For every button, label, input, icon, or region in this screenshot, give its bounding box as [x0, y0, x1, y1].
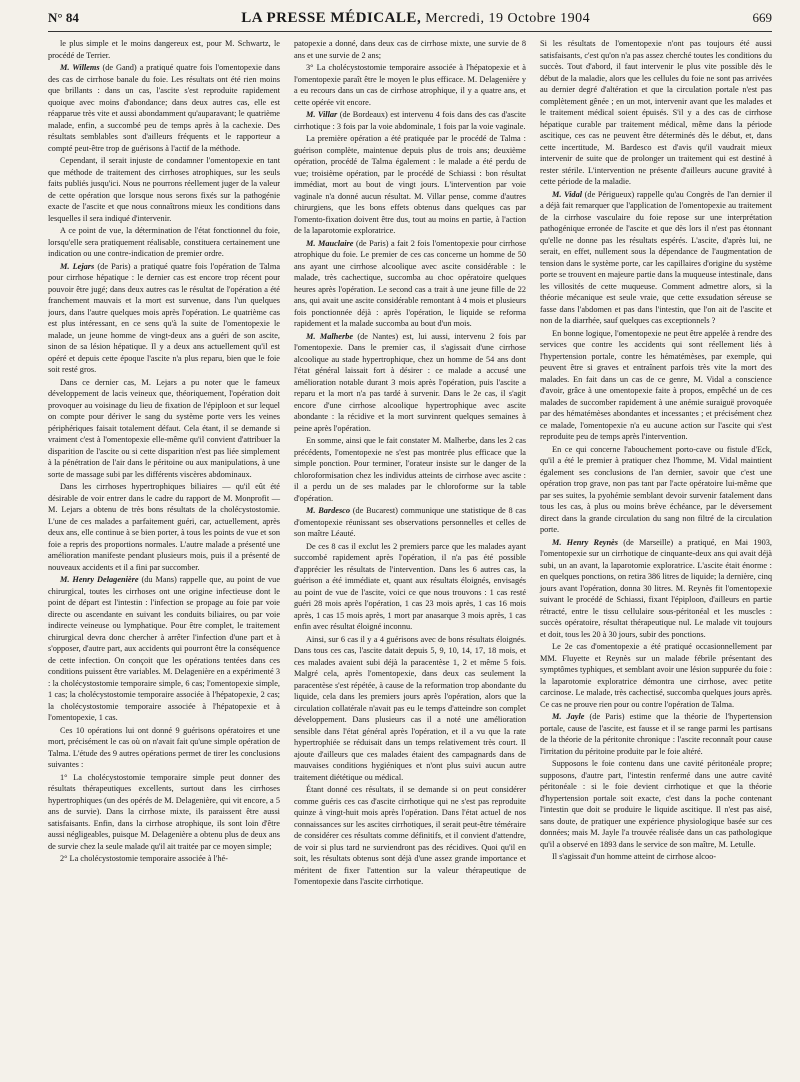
paragraph — [294, 38, 526, 61]
paragraph — [540, 38, 772, 188]
paragraph — [294, 435, 526, 504]
paragraph-text: A ce point de vue, la détermination de l'état fonctionnel du foie, lorsqu'elle sera pratiquement réalisable, constituera certainement une indication ou une contre-indication de premier ordre. — [48, 226, 280, 258]
journal-title-line — [241, 10, 590, 27]
paragraph-text: 1° La cholécystostomie temporaire simple peut donner des résultats thérapeutiques excellents, surtout dans les cirrhoses hypertrophiques (un des opérés de M. Delagenière, qui vit encore, a 5 ans de survie). Dans la cirrhose mixte, ils paraissent être aussi satisfaisants. Enfin, dans la cirrhose atrophique, ils sont loin d'être aussi négligeables, puisque M. Delagenière a obtenu plus de deux ans de survie chez la seule malade qu'il ait traitée par ce moyen simple; — [48, 772, 280, 851]
paragraph-text: (de Bucarest) communique une statistique de 8 cas d'omentopexie réunissant ses observations personnelles et celles de son maître Léauté. — [294, 506, 527, 538]
paragraph-text: (de Périgueux) rappelle qu'au Congrès de l'an dernier il a déjà fait remarquer que l'application de l'omentopexie au traitement de la cirrhose vasculaire du foie repose sur une interprétation pathogénique erronée de l'ascite et que dès lors il n'est pas étonnant qu'elle ne donne pas les résultats espérés. L'ascite, d'après lui, ne serait, en effet, nullement sous la dépendance de l'augmentation de tension dans le système porte, car les capillaires d'origine du système porte se trouvent en majeure partie dans la muqueuse intestinale, dans les villosités de cette muqueuse. Comment admettre alors, si la théorie mécanique est seule vraie, que cette exsudation séreuse se fasse dans l'abdomen et pas dans l'intestin, que l'on ait de l'ascite et non de la diarrhée, sauf quelques cas exceptionnels ? — [540, 189, 772, 325]
paragraph — [540, 328, 772, 443]
paragraph-text: (du Mans) rappelle que, au point de vue chirurgical, toutes les cirrhoses ont une origine infectieuse dont le point de départ est l'intestin : l'infection se propage au foie par voie directe ou ascendante en suivant les conduits biliaires, ou par voie indirecte veineuse ou lymphatique. Pour être complet, le traitement chirurgical devra donc chercher à arrêter l'infection d'une part et à s'opposer, d'autre part, aux accidents qui pourront être la conséquence de cette infection. On conçoit que les opérations tentées dans ces conditions puissent être variables. M. Delagenière en a expérimenté 3 : la cholécystostomie temporaire simple, 6 cas; l'omentopexie simple, 1 cas; la cholécystostomie temporaire associée à l'hépatopexie, 2 cas; la cholécystostomie temporaire associée à l'hépatopexie et à l'omentopexie, 1 cas. — [48, 575, 281, 722]
paragraph-text: Cependant, il serait injuste de condamner l'omentopexie en tant que méthode de traitement des cirrhoses atrophiques, sur les seuls faits publiés jusqu'ici. Nous ne pourrons réellement juger de la valeur de cette opération que lorsque nous serons fixés sur la pathogénie exacte de l'ascite et que nous connaîtrons mieux les conditions dans lesquelles il sera indiqué d'intervenir. — [48, 156, 280, 223]
paragraph-text: Supposons le foie contenu dans une cavité péritonéale propre; supposons, d'autre part, l'intestin renfermé dans une autre cavité péritonéale : si le foie devient cirrhotique et que la théorie d'hypertension portale soit exacte, c'est dans la poche contenant l'intestin que doit se produire le liquide ascitique. Il n'est pas aisé, sans doute, de pratiquer une expérience physiologique basée sur ces données; mais M. Jayle l'a trouvée réalisée dans un cas pathologique qu'il a observé en 1893 dans le service de son maître, M. Letulle. — [540, 759, 772, 849]
paragraph-text: En bonne logique, l'omentopexie ne peut être appelée à rendre des services que contre les accidents qui sont réellement liés à l'hypertension portale, contre les hématémèses, par exemple, qui peuvent être si graves et entraînent parfois très vite la mort des malades. En fait dans un cas de ce genre, M. Vidal a conscience d'avoir, grâce à une omentopexie faite à propos, empêché un de ces malades de succomber rapidement à une anémie suraiguë provoquée par des hématémèses abondantes et incessantes ; et précisément chez ce malade, l'omentopexie n'a eu aucune action sur l'ascite qui s'est reproduite peu de temps après l'intervention. — [540, 328, 772, 441]
paragraph-text: En ce qui concerne l'abouchement porto-cave ou fistule d'Eck, qu'il a été le premier à pratiquer chez l'homme, M. Vidal maintient également ses conclusions de l'an dernier, savoir que c'est une opération trop grave, non pas tant par l'acte opératoire lui-même que par ses suites, la pyohémie semblant devoir survenir fatalement dans tous les cas, à plus ou moins brève échéance, par le déversement direct dans la grande circulation du sang non filtré de la circulation porte. — [540, 444, 772, 534]
paragraph — [294, 331, 526, 435]
speaker-name: M. Malherbe — [306, 331, 354, 341]
paragraph-text: le plus simple et le moins dangereux est, pour M. Schwartz, le procédé de Terrier. — [48, 39, 280, 60]
paragraph — [48, 725, 280, 771]
paragraph — [48, 574, 280, 724]
paragraph — [48, 481, 280, 573]
speaker-name: M. Lejars — [60, 261, 95, 271]
article-body — [48, 38, 772, 1078]
paragraph-text: (de Paris) estime que la théorie de l'hypertension portale, cause de l'ascite, est fausse et il se range parmi les partisans de la théorie de la péritonite chronique : l'ascite reconnaît pour cause l'irritation du péritoine produite par le foie altéré. — [540, 712, 772, 756]
paragraph-text: Si les résultats de l'omentopexie n'ont pas toujours été aussi satisfaisants, c'est qu'on n'a pas assez cherché toutes les conditions du succès. Tout d'abord, il faut intervenir le plus vite possible dès le début de la maladie, alors que les cellules du foie ne sont pas arrivées au dernier degré d'altération et que la circulation portale n'est pas complètement gênée ; en un mot, intervenir avant que les malades et le traitement médical soient épuisés. S'il y a des cas de cirrhose hépatique curable par traitement médical, même dans la période ascitique, ces cas ne peuvent être déterminés dès le début, et, dans cette incertitude, M. Bardesco est d'avis qu'il vaudrait mieux intervenir de suite que de prolonger un traitement qui est destiné à rester stérile. L'intervention ne présente d'ailleurs aucune gravité à cette période de la maladie. — [540, 39, 772, 186]
paragraph-text: Ainsi, sur 6 cas il y a 4 guérisons avec de bons résultats éloignés. Dans tous ces cas, l'ascite datait depuis 5, 9, 10, 14, 17, 18 mois, et ces malades avaient subi déjà la paracentèse 1, 2 et même 5 fois. Malgré cela, après l'omentopexie, dans deux cas seulement la paracentèse s'est répétée, à cause de la reformation trop abondante du liquide, cela dans les premiers jours après l'opération, alors que la circulation collatérale n'avait pas eu le temps d'atteindre son complet développement. Dans plusieurs cas il a noté une amélioration sensible dans l'état général après l'opération, et il a vu que la rate hypertrophiée se réduisait dans un temps relativement très court. Il ajoute d'ailleurs que ces malades étaient des campagnards dans de mauvaises conditions hygiéniques et n'ont plus suivi aucun autre traitement diététique ou médical. — [294, 634, 526, 782]
speaker-name: M. Henry Reynès — [552, 537, 618, 547]
paragraph — [540, 758, 772, 850]
paragraph-text: Le 2e cas d'omentopexie a été pratiqué occasionnellement par MM. Fluyette et Reynès sur un malade fébrile présentant des symptômes typhiques, et semblant avoir une lésion suppurée du foie : la laparotomie exploratrice démontra une cirrhose, avec petite carcinose. Le malade, très cachectisé, succomba quelques jours après. Ce cas ne prouve rien pour ou contre l'opération de Talma. — [540, 642, 772, 709]
paragraph — [294, 133, 526, 237]
paragraph-text: (de Nantes) est, lui aussi, intervenu 2 fois par l'omentopexie. Dans le premier cas, il s'agissait d'une cirrhose alcoolique au stade hypertrophique, chez un homme de 54 ans dont l'état général laissait fort à désirer : ce malade a accusé une amélioration notable durant 3 mois après l'opération, puis l'ascite a reparu et la mort n'a pas tardé à survenir. Dans le 2e cas, il s'agit encore d'une cirrhose alcoolique hypertrophique avec ascite abondante : la récidive et la mort survinrent quelques semaines à peine après l'opération. — [294, 331, 526, 433]
speaker-name: M. Mauclaire — [306, 238, 354, 248]
paragraph-text: De ces 8 cas il exclut les 2 premiers parce que les malades ayant succombé rapidement après l'opération, il n'a pas été possible d'apprécier les résultats de l'intervention. Dans les 6 autres cas, la guérison a été immédiate et, quant aux résultats éloignés, envisagés au point de vue de l'ascite, voici ce que nous trouvons : 1 cas resté guéri 28 mois après l'opération, 1 cas 23 mois après, 1 cas 16 mois après, 1 cas 15 mois après, 1 mort par anasarque 3 mois après, 1 cas enfin avec résultat éloigné inconnu. — [294, 541, 526, 631]
paragraph — [48, 38, 280, 61]
paragraph — [48, 853, 280, 865]
paragraph — [294, 541, 526, 633]
paragraph — [48, 377, 280, 481]
paragraph — [294, 505, 526, 540]
speaker-name: M. Villar — [306, 110, 338, 119]
paragraph-text: 2° La cholécystostomie temporaire associée à l'hé- — [60, 854, 228, 863]
speaker-name: M. Henry Delagenière — [60, 575, 139, 584]
speaker-name: M. Willems — [60, 63, 100, 72]
column-1 — [48, 38, 280, 1078]
paragraph-text: Dans les cirrhoses hypertrophiques biliaires — qu'il eût été désirable de voir entrer dans le cadre du rapport de M. Monprofit — M. Lejars a obtenu de très bons résultats de la cholécystostomie. L'une de ces malades a parfaitement guéri, car, actuellement, après deux ans, elle continue à se bien porter, à tous les points de vue et son foie a repris des proportions normales. L'autre malade a présenté une amélioration manifeste pendant plusieurs mois, puis il a présenté de nouveaux accidents et il a fini par succomber. — [48, 482, 280, 572]
paragraph — [540, 537, 772, 641]
speaker-name: M. Vidal — [552, 189, 583, 199]
column-2 — [294, 38, 526, 1078]
issue-date: Mercredi, 19 Octobre 1904 — [425, 11, 591, 26]
speaker-name: M. Bardesco — [306, 506, 351, 515]
paragraph — [48, 225, 280, 260]
paragraph-text: Il s'agissait d'un homme atteint de cirrhose alcoo- — [552, 852, 717, 861]
page-number: 669 — [752, 10, 772, 25]
speaker-name: M. Jayle — [552, 712, 585, 721]
paragraph — [48, 772, 280, 853]
paragraph — [48, 62, 280, 154]
paragraph-text: 3° La cholécystostomie temporaire associée à l'hépatopexie et à l'omentopexie paraît être le moyen le plus efficace. M. Delagenière y a eu recours dans un cas de cirrhose atrophique, il y a quatre ans, et cette opérée vit encore. — [294, 63, 526, 107]
paragraph — [540, 444, 772, 536]
paragraph-text: Dans ce dernier cas, M. Lejars a pu noter que le fameux développement de lacis veineux que, théoriquement, l'opération doit provoquer au voisinage du lieu de fixation de l'épiploon et sur lequel on compte pour dériver le sang du système porte vers les veines périphériques faisait totalement défaut. Cela étant, il se demande si vraiment c'est à l'omentopexie elle-même qu'il convient d'attribuer la disparition de l'ascite ou si cette disparition n'est pas liée simplement à la pénétration de l'air dans le péritoine ou aux manipulations, à une sorte de massage subi par les différents viscères abdominaux. — [48, 377, 280, 479]
journal-title: LA PRESSE MÉDICALE, — [241, 10, 422, 26]
paragraph-text: (de Paris) a fait 2 fois l'omentopexie pour cirrhose atrophique du foie. Le premier de ces cas concerne un homme de 50 ans ayant une cirrhose alcoolique avec ascite considérable : le malade, très cachectique, succomba au choc opératoire quelques heures après l'opération. Le second cas a trait à une jeune fille de 22 ans, qui avait une ascite considérable remontant à 4 mois et plusieurs fois ponctionnée déjà : après l'opération, le liquide se reforma rapidement et la malade succomba au bout d'un mois. — [294, 238, 526, 328]
paragraph-text: (de Bordeaux) est intervenu 4 fois dans des cas d'ascite cirrhotique : 3 fois par la voie abdominale, 1 fois par la voie vaginale. — [294, 110, 526, 131]
paragraph-text: La première opération a été pratiquée par le procédé de Talma : guérison complète, maintenue depuis plus de trois ans; deuxième opération, procédé de Talma également : le malade a été perdu de vue; troisième opération, par le procédé de Schiassi : bon résultat immédiat, mort au bout de vingt jours. L'intervention par voie vaginale n'a donné aucun résultat. M. Villar pense, comme d'autres chirurgiens, que les bons effets obtenus dans quelques cas par l'omento-fixation doivent être dus, tout au moins en partie, à l'action de la laparotomie exploratrice. — [294, 134, 526, 235]
paragraph — [294, 62, 526, 108]
column-3 — [540, 38, 772, 1078]
paragraph — [294, 784, 526, 888]
paragraph-text: (de Gand) a pratiqué quatre fois l'omentopexie dans des cas de cirrhose banale du foie. Les résultats ont été rien moins que brillants : dans un cas, l'ascite s'est reproduite rapidement quoique avec moins d'abondance; dans deux autres cas, elle est réapparue très vite et aussi abondamment qu'auparavant; le quatrième malade, enfin, a succombé peu de temps après à la cachexie. Des résultats semblables sont d'ailleurs fréquents et le rapporteur a compté peut-être trop de guérisons à l'actif de la méthode. — [48, 63, 280, 153]
paragraph — [540, 641, 772, 710]
paragraph — [540, 851, 772, 863]
paragraph — [294, 238, 526, 330]
paragraph-text: patopexie a donné, dans deux cas de cirrhose mixte, une survie de 8 ans et une survie de 2 ans; — [294, 39, 526, 60]
paragraph-text: Ces 10 opérations lui ont donné 9 guérisons opératoires et une mort, précisément le cas où on n'avait fait qu'une simple opération de Talma. L'étude des 9 autres opérations permet de tirer les conclusions suivantes : — [48, 725, 280, 769]
paragraph — [294, 109, 526, 132]
page-header — [48, 10, 772, 32]
paragraph — [48, 261, 280, 376]
paragraph-text: (de Paris) a pratiqué quatre fois l'opération de Talma pour cirrhose hépatique : le dernier cas est encore trop récent pour pouvoir être jugé; dans deux autres cas le résultat de l'opération a été franchement mauvais et la mort est survenue, dans l'un quelques jours, dans l'autre quelques mois après l'opération. Le quatrième cas est plus intéressant, en ce sens qu'à la suite de l'omentopexie le malade, un jeune homme de vingt-deux ans a guéri de son ascite, sinon de sa lésion hépatique. Il y a deux ans actuellement qu'il est opéré et depuis cette époque l'ascite n'a plus reparu, bien que le foie soit resté gros. — [48, 261, 280, 374]
paragraph-text: En somme, ainsi que le fait constater M. Malherbe, dans les 2 cas précédents, l'omentopexie ne s'est pas montrée plus efficace que la simple ponction. Pour terminer, l'orateur insiste sur le danger de la chloroformisation chez les individus atteints de cirrhose avec ascite : il a perdu un de ses malades par le chloroforme sur la table d'opération. — [294, 436, 526, 503]
paragraph — [294, 634, 526, 784]
paragraph — [48, 155, 280, 224]
paragraph-text: Étant donné ces résultats, il se demande si on peut considérer comme guéris ces cas d'ascite cirrhotique qui ne s'est pas reproduite quinze à vingt-huit mois après l'opération. Dans l'état actuel de nos connaissances sur les ascites cirrhotiques, il serait peut-être téméraire de considérer ces résultats comme définitifs, et il convient d'attendre, de voir si plus tard ne surviendront pas des récidives. Quoi qu'il en soit, les résultats obtenus sont déjà d'une assez grande importance et méritent de fixer l'attention sur la valeur thérapeutique de l'omentopexie dans l'ascite cirrhotique. — [294, 785, 526, 886]
paragraph — [540, 189, 772, 327]
issue-number: N° 84 — [48, 10, 79, 25]
paragraph — [540, 711, 772, 757]
paragraph-text: (de Marseille) a pratiqué, en Mai 1903, l'omentopexie sur un cirrhotique de cinquante-deux ans qui avait déjà subi, un an avant, la laparotomie exploratrice. L'ascite était énorme : en quelques ponctions, on retira 386 litres de liquide; la dernière, cinq jours avant l'opération, donna 30 litres. M. Reynès fit l'omentopexie suivant le procédé de Schiassi, fixant l'épiploon, d'ailleurs en partie rétracté, entre le tissu cellulaire sous-péritonéal et les muscles : succès opératoire, résultat thérapeutique nul. Le malade vit toujours et doit, tous les 20 à 30 jours, subir des ponctions. — [540, 537, 772, 639]
